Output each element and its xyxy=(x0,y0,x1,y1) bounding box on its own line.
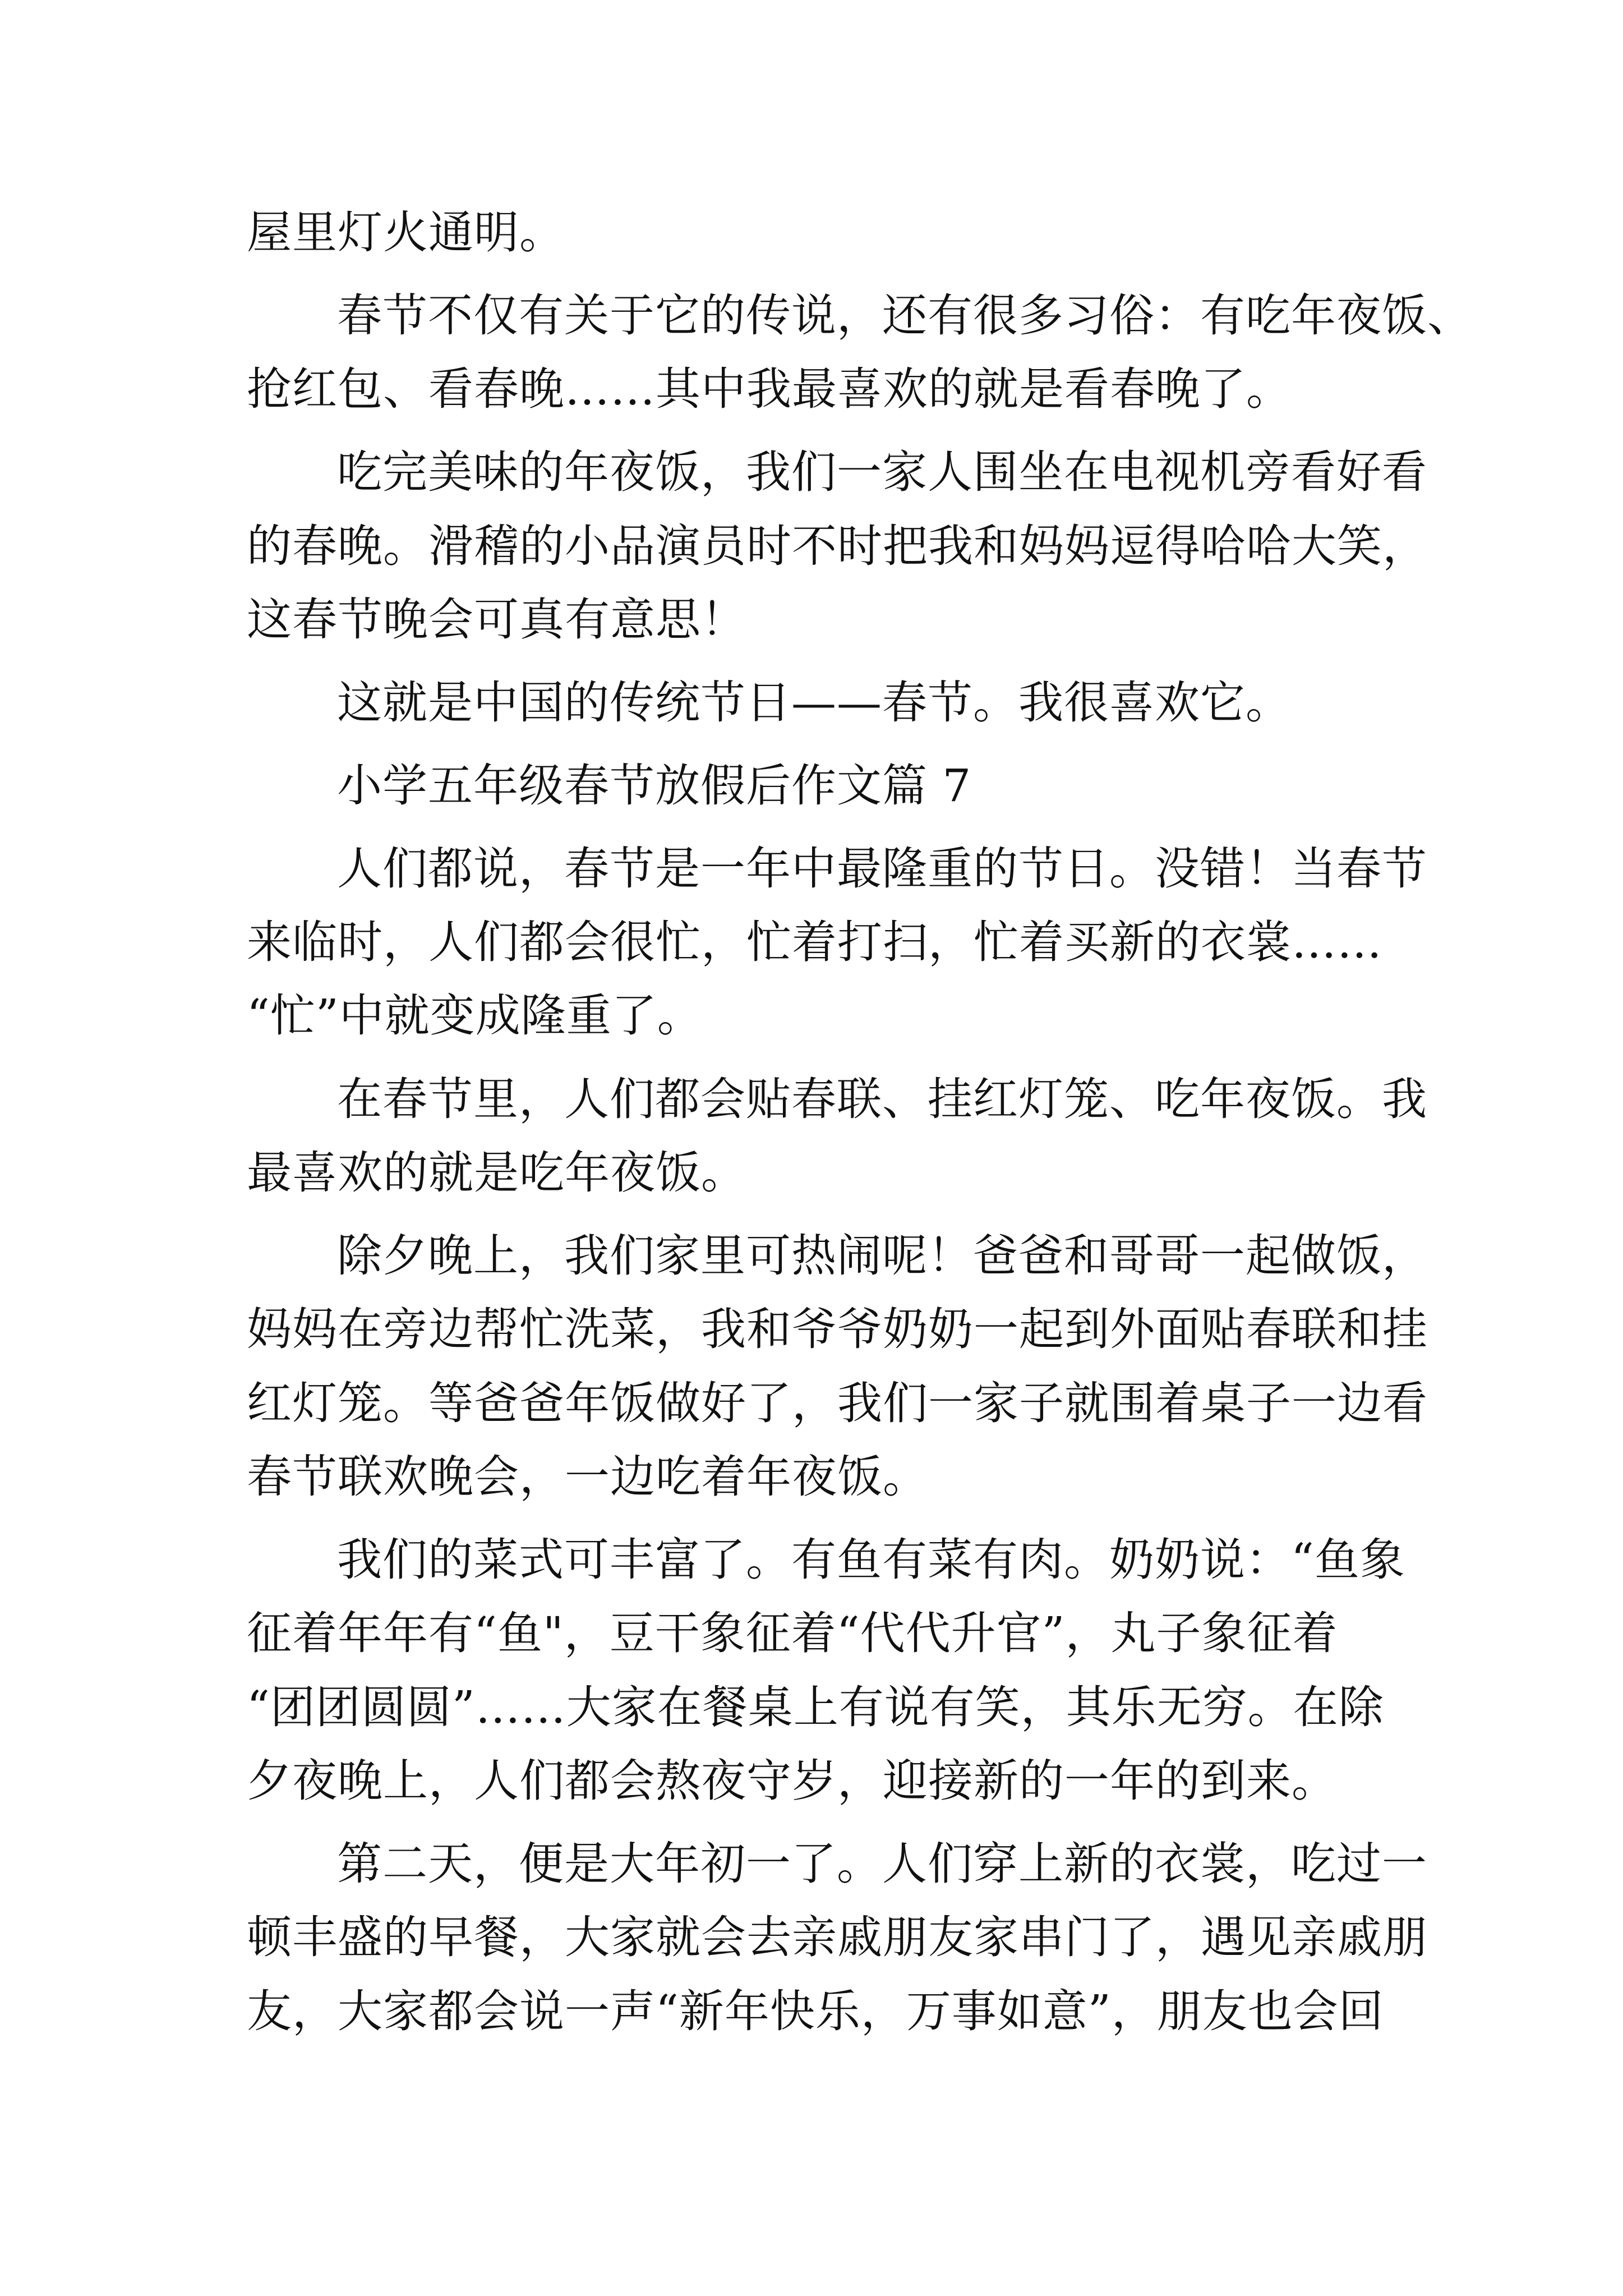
text-line: 夕夜晚上，人们都会熬夜守岁，迎接新的一年的到来。 xyxy=(247,1755,1337,1807)
text-line: 的春晚。滑稽的小品演员时不时把我和妈妈逗得哈哈大笑， xyxy=(247,520,1428,572)
text-line: 最喜欢的就是吃年夜饭。 xyxy=(247,1147,746,1199)
text-line: 抢红包、看春晚……其中我最喜欢的就是看春晚了。 xyxy=(247,363,1292,415)
text-line: 征着年年有“鱼"，豆干象征着“代代升官”，丸子象征着 xyxy=(247,1607,1338,1659)
paragraph-first-line: 第二天，便是大年初一了。人们穿上新的衣裳，吃过一 xyxy=(337,1838,1427,1890)
text-line: 屋里灯火通明。 xyxy=(247,206,565,259)
text-line: 来临时，人们都会很忙，忙着打扫，忙着买新的衣裳…… xyxy=(247,916,1382,968)
text-line: 红灯笼。等爸爸年饭做好了，我们一家子就围着桌子一边看 xyxy=(247,1377,1428,1429)
text-line: “团团圆圆”……大家在餐桌上有说有笑，其乐无穷。在除 xyxy=(247,1681,1384,1733)
paragraph-first-line: 我们的菜式可丰富了。有鱼有菜有肉。奶奶说：“鱼象 xyxy=(337,1534,1405,1586)
paragraph-first-line: 人们都说，春节是一年中最隆重的节日。没错！当春节 xyxy=(337,843,1427,895)
text-line: 顿丰盛的早餐，大家就会去亲戚朋友家串门了，遇见亲戚朋 xyxy=(247,1911,1428,1963)
paragraph-first-line: 吃完美味的年夜饭，我们一家人围坐在电视机旁看好看 xyxy=(337,446,1427,498)
paragraph-first-line: 春节不仅有关于它的传说，还有很多习俗：有吃年夜饭、 xyxy=(337,289,1473,342)
text-line: “忙”中就变成隆重了。 xyxy=(247,990,703,1042)
text-line: 友，大家都会说一声“新年快乐，万事如意”，朋友也会回 xyxy=(247,1985,1384,2037)
section-heading: 小学五年级春节放假后作文篇 7 xyxy=(337,760,972,812)
text-line: 妈妈在旁边帮忙洗菜，我和爷爷奶奶一起到外面贴春联和挂 xyxy=(247,1303,1428,1355)
paragraph-first-line: 在春节里，人们都会贴春联、挂红灯笼、吃年夜饭。我 xyxy=(337,1073,1427,1125)
text-line: 这春节晚会可真有意思！ xyxy=(247,593,746,646)
text-line: 春节联欢晚会，一边吃着年夜饭。 xyxy=(247,1451,928,1503)
paragraph-first-line: 除夕晚上，我们家里可热闹呢！爸爸和哥哥一起做饭， xyxy=(337,1230,1427,1282)
paragraph-first-line: 这就是中国的传统节日——春节。我很喜欢它。 xyxy=(337,677,1291,729)
